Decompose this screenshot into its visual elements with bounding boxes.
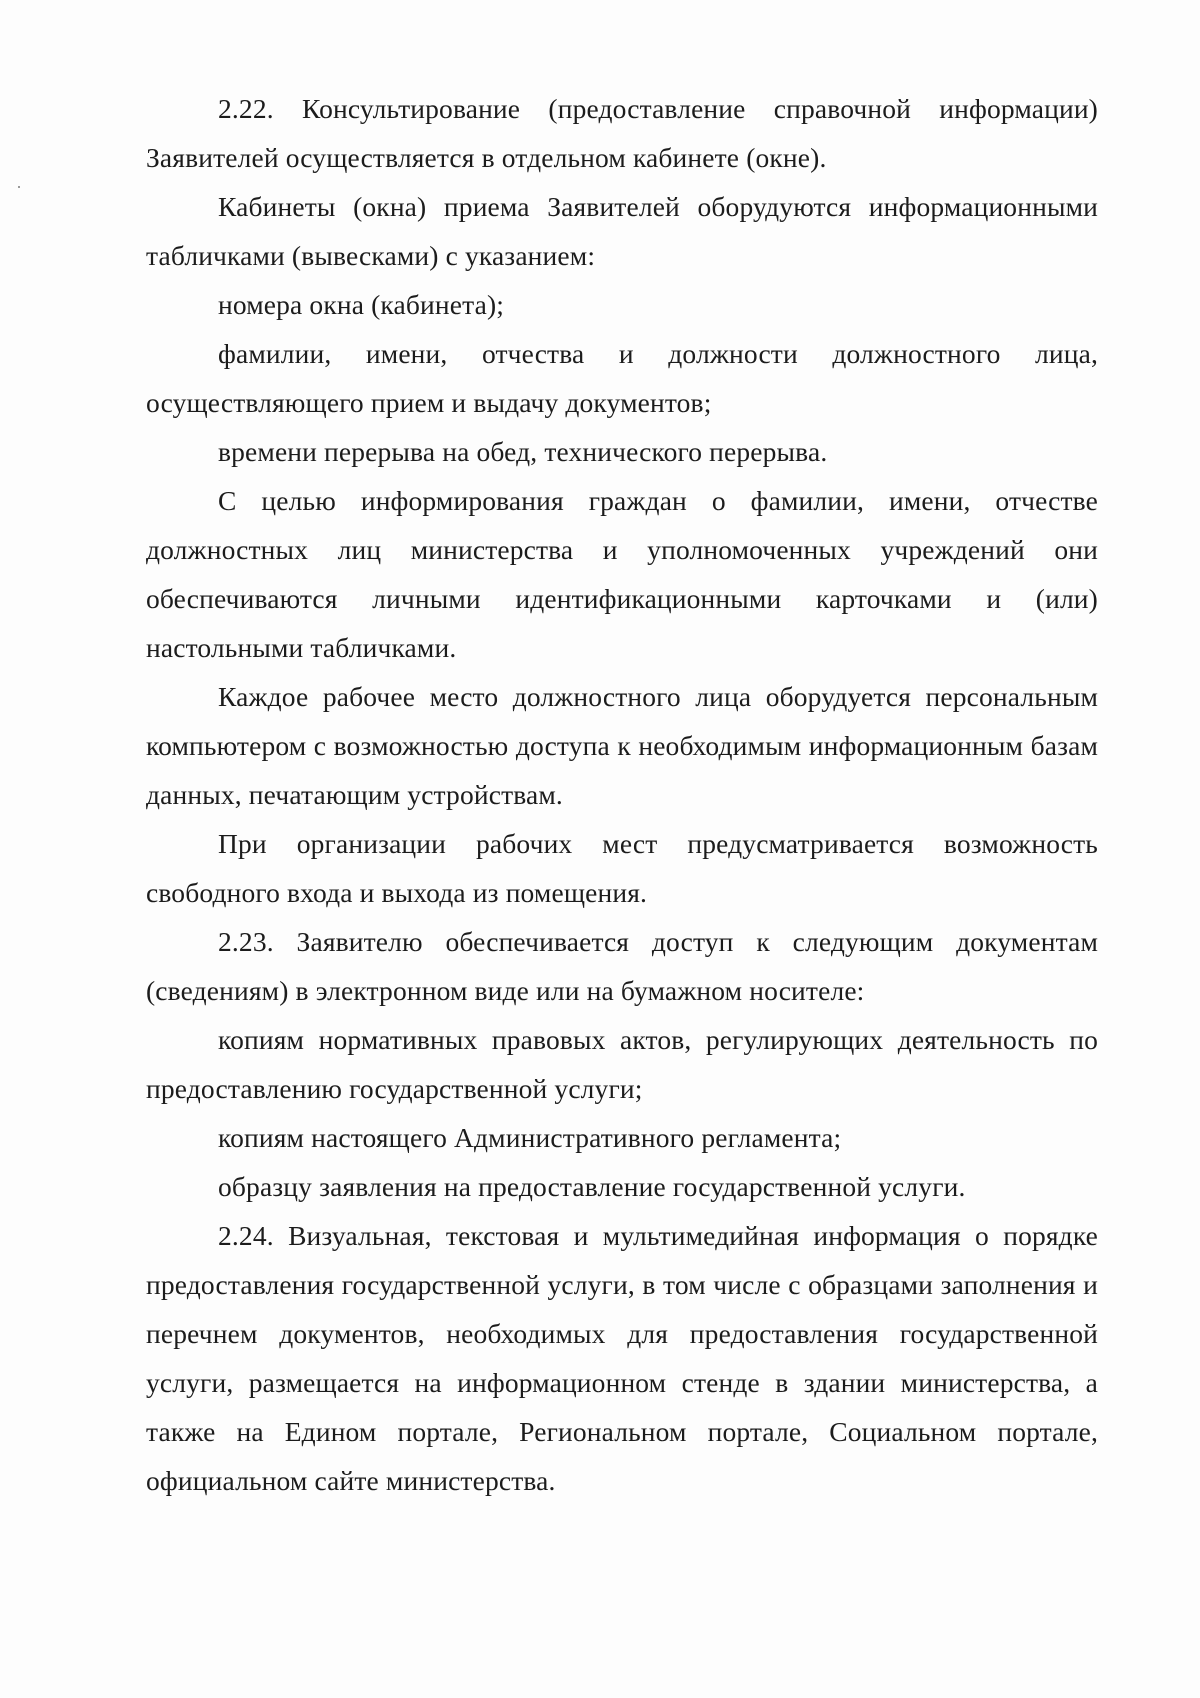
list-item-window-number: номера окна (кабинета); [218, 289, 505, 320]
paragraph-2-24: 2.24. Визуальная, текстовая и мультимедийная информация о порядке предоставления государственной услуги, в том числе с образцами заполнения и перечнем документов, необходимых для предоставления государственной услуги, размещается на информационном стенде в здании министерства, а также на Едином портале, Региональном портале, Социальном портале, официальном сайте министерства. [146, 1220, 1098, 1496]
list-item-regulation-copy: копиям настоящего Административного регламента; [218, 1122, 842, 1153]
list-item-official-name: фамилии, имени, отчества и должности должностного лица, осуществляющего прием и выдачу документов; [146, 338, 1098, 418]
paragraph-2-23: 2.23. Заявителю обеспечивается доступ к следующим документам (сведениям) в электронном виде или на бумажном носителе: [146, 926, 1098, 1006]
list-item-break-time: времени перерыва на обед, технического перерыва. [218, 436, 828, 467]
document-body [146, 84, 1098, 1505]
scan-artifact [18, 186, 20, 188]
list-item-legal-acts: копиям нормативных правовых актов, регулирующих деятельность по предоставлению государственной услуги; [146, 1024, 1098, 1104]
paragraph-workplace-computer: Каждое рабочее место должностного лица оборудуется персональным компьютером с возможностью доступа к необходимым информационным базам данных, печатающим устройствам. [146, 681, 1098, 810]
paragraph-2-22: 2.22. Консультирование (предоставление справочной информации) Заявителей осуществляется в отдельном кабинете (окне). [146, 93, 1098, 173]
paragraph-cabinets-equipment: Кабинеты (окна) приема Заявителей оборудуются информационными табличками (вывесками) с указанием: [146, 191, 1098, 271]
paragraph-id-cards: С целью информирования граждан о фамилии, имени, отчестве должностных лиц министерства и уполномоченных учреждений они обеспечиваются личными идентификационными карточками и (или) настольными табличками. [146, 485, 1098, 663]
list-item-application-sample: образцу заявления на предоставление государственной услуги. [218, 1171, 966, 1202]
paragraph-free-access: При организации рабочих мест предусматривается возможность свободного входа и выхода из помещения. [146, 828, 1098, 908]
